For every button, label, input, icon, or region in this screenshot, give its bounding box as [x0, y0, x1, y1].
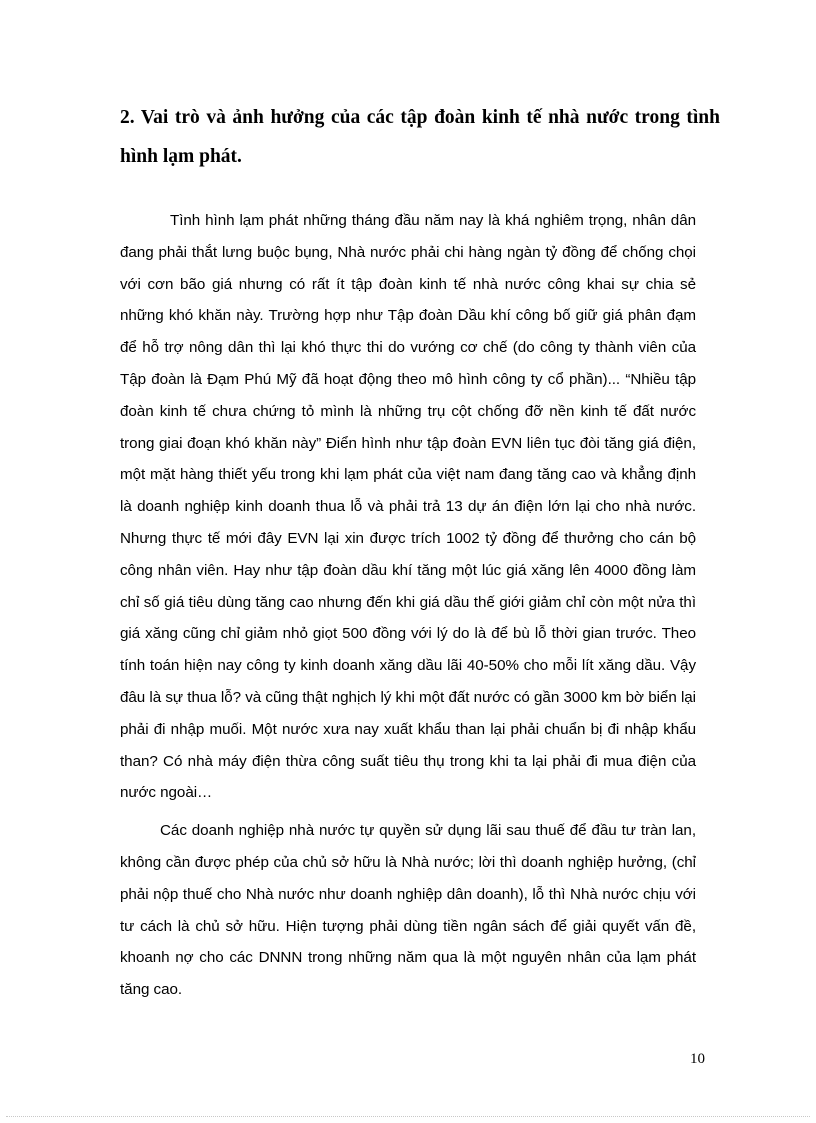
page-number: 10	[690, 1051, 705, 1067]
paragraph-inflation-overview: Tình hình lạm phát những tháng đầu năm nay là khá nghiêm trọng, nhân dân đang phải thắt lưng buộc bụng, Nhà nước phải chi hàng ngàn tỷ đồng để chống chọi với cơn bão giá nhưng có rất ít tập đoàn kinh tế nhà nước công khai sự chia sẻ những khó khăn này. Trường hợp như Tập đoàn Dầu khí công bố giữ giá phân đạm để hỗ trợ nông dân thì lại khó thực thi do vướng cơ chế (do công ty thành viên của Tập đoàn là Đạm Phú Mỹ đã hoạt động theo mô hình công ty cổ phần)... “Nhiều tập đoàn kinh tế chưa chứng tỏ mình là những trụ cột chống đỡ nền kinh tế đất nước trong giai đoạn khó khăn này” Điển hình như tập đoàn EVN liên tục đòi tăng giá điện, một mặt hàng thiết yếu trong khi lạm phát của việt nam đang tăng cao và khẳng định là doanh nghiệp kinh doanh thua lỗ và phải trả 13 dự án điện lớn lại cho nhà nước. Nhưng thực tế mới đây EVN lại xin được trích 1002 tỷ đồng để thưởng cho cán bộ công nhân viên. Hay như tập đoàn dầu khí tăng một lúc giá xăng lên 4000 đồng làm chỉ số giá tiêu dùng tăng cao nhưng đến khi giá dầu thế giới giảm chỉ còn một nửa thì giá xăng cũng chỉ giảm nhỏ giọt 500 đồng với lý do là để bù lỗ thời gian trước. Theo tính toán hiện nay công ty kinh doanh xăng dầu lãi 40-50% cho mỗi lít xăng dầu. Vậy đâu là sự thua lỗ? và cũng thật nghịch lý khi một đất nước có gần 3000 km bờ biển lại phải đi nhập muối. Một nước xưa nay xuất khẩu than lại phải chuẩn bị đi nhập khẩu than? Có nhà máy điện thừa công suất tiêu thụ trong khi ta lại phải đi mua điện của nước ngoài…	[120, 212, 696, 802]
section-heading: 2. Vai trò và ảnh hưởng của các tập đoàn kinh tế nhà nước trong tình hình lạm phát.	[120, 107, 720, 167]
paragraph-state-enterprises: Các doanh nghiệp nhà nước tự quyền sử dụng lãi sau thuế để đầu tư tràn lan, không cần được phép của chủ sở hữu là Nhà nước; lời thì doanh nghiệp hưởng, (chỉ phải nộp thuế cho Nhà nước như doanh nghiệp dân doanh), lỗ thì Nhà nước chịu với tư cách là chủ sở hữu. Hiện tượng phải dùng tiền ngân sách để giải quyết vấn đề, khoanh nợ cho các DNNN trong những năm qua là một nguyên nhân của lạm phát tăng cao.	[120, 822, 696, 999]
document-body	[120, 205, 696, 1006]
page-bottom-divider	[6, 1116, 810, 1117]
